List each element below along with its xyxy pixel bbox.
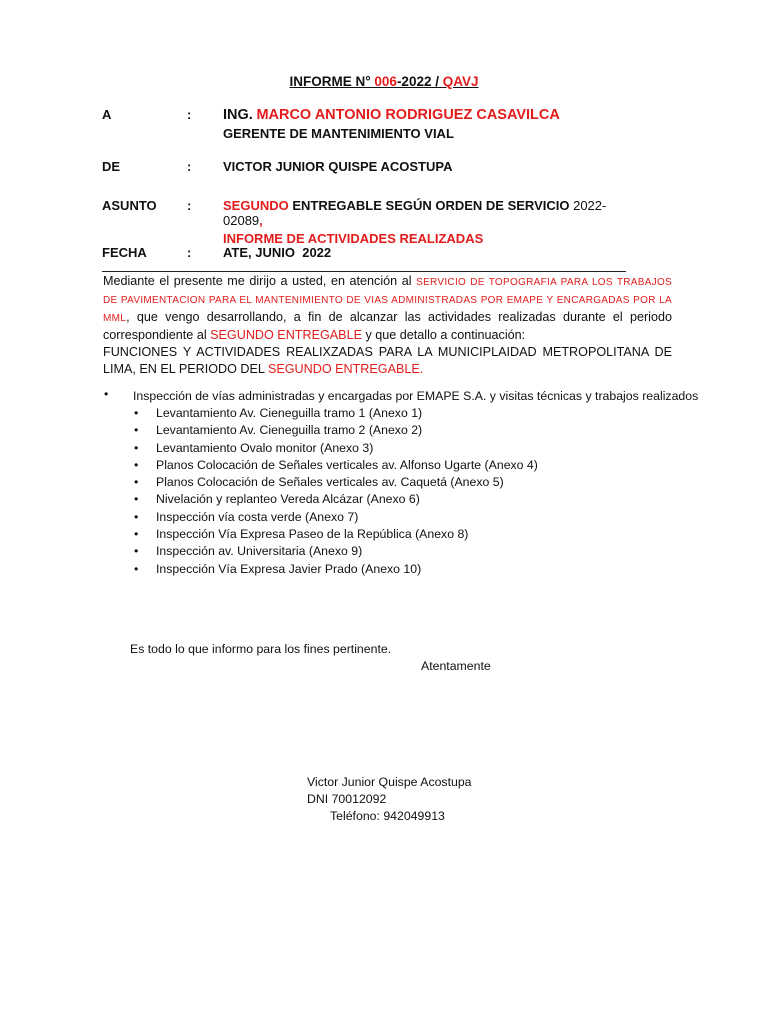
list-item-text: Inspección Vía Expresa Javier Prado (Anexo 10) [156,561,422,576]
body-period: . [419,362,424,376]
recipient-name: MARCO ANTONIO RODRIGUEZ CASAVILCA [256,107,560,123]
report-title [0,74,768,89]
body-paragraph [103,273,672,378]
bullet-dot: • [134,423,139,438]
list-item [128,405,538,422]
list-item-text: Nivelación y replanteo Vereda Alcázar (Anexo 6) [156,492,420,507]
title-prefix: INFORME N° [289,74,371,89]
bullet-dot: • [134,457,139,472]
service-description: SERVICIO DE TOPOGRAFIA PARA LOS TRABAJOS DE PAVIMENTACION PARA EL MANTENIMIENTO DE VIAS ADMINISTRADAS POR EMAPE Y ENCARGADAS POR LA MML [103,277,673,324]
header-divider [102,271,626,272]
subject-value [223,198,643,246]
date-value: ATE, JUNIO 2022 [223,245,332,260]
recipient-position: GERENTE DE MANTENIMIENTO VIAL [223,126,454,141]
subject-label: ASUNTO [102,198,157,213]
service-order-number: 2022-02089 [223,198,607,228]
subject-colon: : [187,198,192,213]
intro-comma: , [126,310,130,324]
list-item [128,543,538,560]
recipient-title: ING. [223,107,253,123]
subject-comma: , [259,213,263,228]
bullet-dot: • [134,527,139,542]
regards: Atentamente [421,659,491,673]
date-label: FECHA [102,245,147,260]
bullet-dot: • [134,561,139,576]
report-year: -2022 / [396,74,439,89]
list-item [128,526,538,543]
list-item-text: Levantamiento Av. Cieneguilla tramo 2 (Anexo 2) [156,423,423,438]
list-item [128,509,538,526]
subject-text: ENTREGABLE SEGÚN ORDEN DE SERVICIO [288,198,574,213]
report-code: QAVJ [442,74,479,89]
report-number: 006 [374,74,397,89]
subject-line2: INFORME DE ACTIVIDADES REALIZADAS [223,231,484,246]
activities-heading: Inspección de vías administradas y encargadas por EMAPE S.A. y visitas técnicas y trabajos realizados [133,389,699,403]
bullet-dot: • [134,492,139,507]
functions-text: FUNCIONES Y ACTIVIDADES REALIXZADAS PARA LA MUNICIPLAIDAD METROPOLITANA DE LIMA, EN EL PERIODO DEL [103,345,672,376]
bullet-dot: • [134,475,139,490]
bullet-dot: • [134,440,139,455]
list-item-text: Levantamiento Av. Cieneguilla tramo 1 (Anexo 1) [156,406,423,420]
signature-name: Victor Junior Quispe Acostupa [307,775,472,789]
list-item-text: Levantamiento Ovalo monitor (Anexo 3) [156,440,374,455]
subject-highlight: SEGUNDO [223,198,289,213]
sender-name: VICTOR JUNIOR QUISPE ACOSTUPA [223,159,453,174]
intro-text: Mediante el presente me dirijo a usted, en atención al [103,274,417,288]
recipient-colon: : [187,107,192,122]
list-item-text: Inspección vía costa verde (Anexo 7) [156,509,359,524]
signature-phone: Teléfono: 942049913 [330,809,445,823]
closing-statement: Es todo lo que informo para los fines pertinente. [130,642,392,656]
bullet-dot: • [134,406,139,420]
continue-text: que vengo desarrollando, a fin de alcanzar las actividades realizadas durante el periodo correspondiente al [103,310,672,342]
list-item [128,561,538,578]
sender-colon: : [187,159,192,174]
deliverable-text: SEGUNDO ENTREGABLE [210,328,362,342]
activities-sublist [128,405,538,578]
list-item [128,491,538,508]
main-bullet: • [104,387,109,401]
detail-text: y que detallo a continuación: [361,328,526,342]
deliverable-text-2: SEGUNDO ENTREGABLE [267,362,420,376]
list-item [128,422,538,439]
list-item [128,440,538,457]
recipient-label: A [102,107,112,122]
date-colon: : [187,245,192,260]
list-item-text: Planos Colocación de Señales verticales av. Caquetá (Anexo 5) [156,475,504,490]
sender-label: DE [102,159,121,174]
recipient-value [223,107,643,141]
list-item [128,457,538,474]
list-item [128,474,538,491]
bullet-dot: • [134,509,139,524]
bullet-dot: • [134,544,139,559]
list-item-text: Inspección av. Universitaria (Anexo 9) [156,544,363,559]
list-item-text: Planos Colocación de Señales verticales av. Alfonso Ugarte (Anexo 4) [156,457,538,472]
signature-block [307,774,472,825]
signature-dni: DNI 70012092 [307,792,387,806]
list-item-text: Inspección Vía Expresa Paseo de la República (Anexo 8) [156,527,469,542]
